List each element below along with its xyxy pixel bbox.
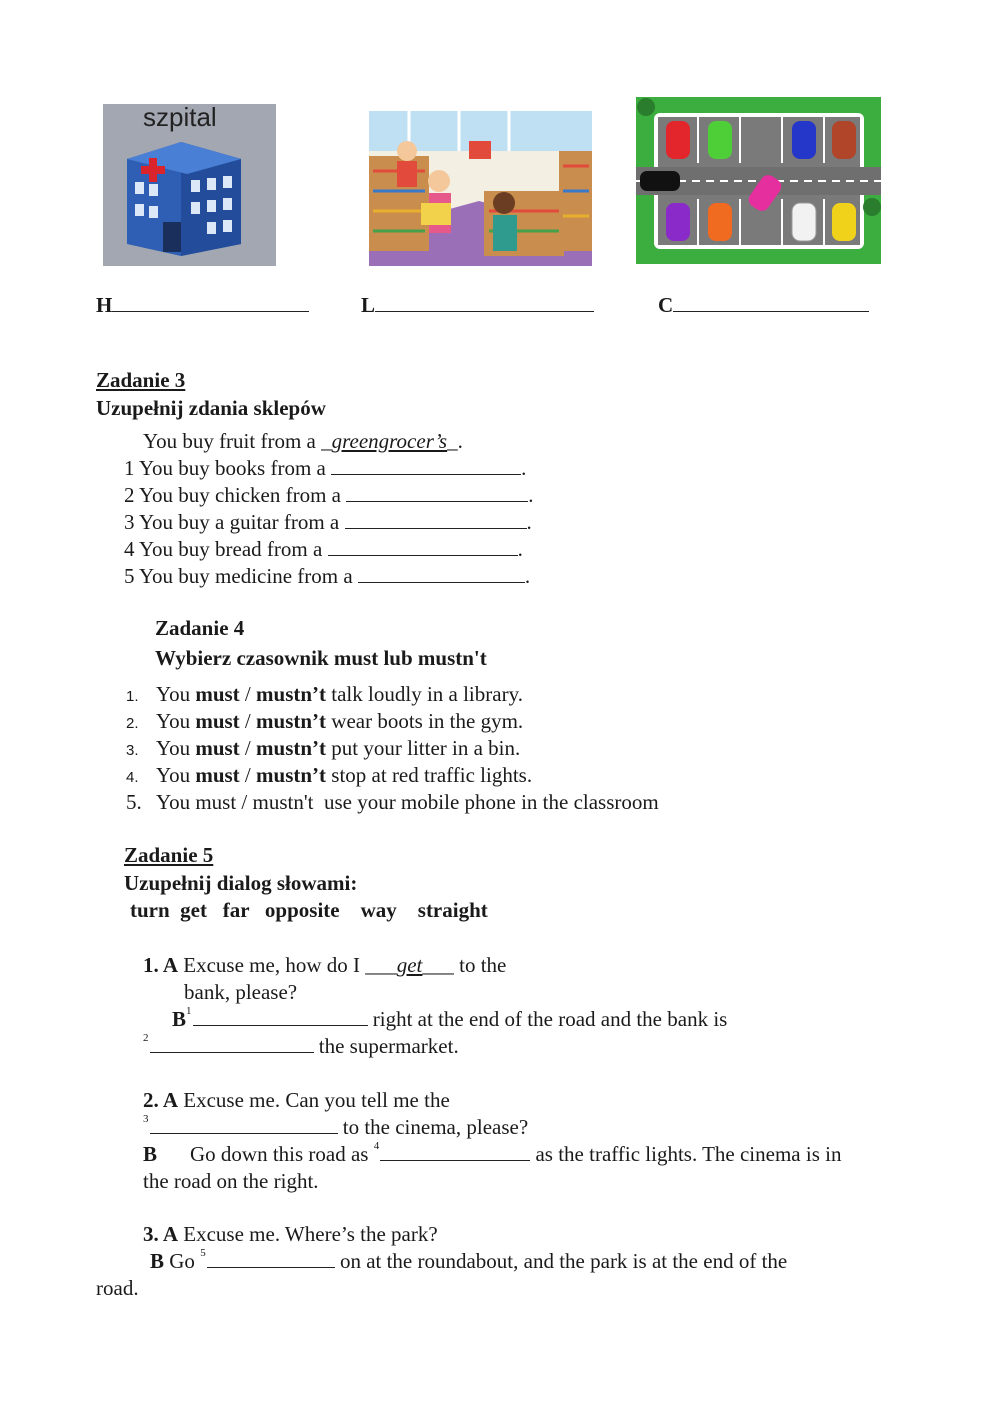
dialog-number: 3. A xyxy=(143,1222,179,1246)
task4-instruction: Wybierz czasownik must lub mustn't xyxy=(155,646,487,670)
item-subject: You xyxy=(156,736,196,760)
example-text: You buy fruit from a xyxy=(143,429,322,453)
dialog-text: Go xyxy=(164,1249,201,1273)
option-separator: / xyxy=(239,736,257,760)
gap-number: 4 xyxy=(373,1140,380,1152)
gap-number: 1 xyxy=(186,1005,192,1017)
item-rest: put your litter in a bin. xyxy=(326,736,521,760)
task4-item xyxy=(126,682,523,707)
dialog3-b-line2: road. xyxy=(96,1276,139,1300)
word-bank: turn get far opposite way straight xyxy=(130,898,488,922)
task3-instruction: Uzupełnij zdania sklepów xyxy=(96,396,326,420)
answer-blank[interactable] xyxy=(346,483,528,502)
dialog-text: right at the end of the road and the bank is xyxy=(367,1007,728,1031)
speaker-b: B xyxy=(143,1142,158,1166)
option-must[interactable]: must xyxy=(195,736,240,760)
dialog1-a-line1: 1. A Excuse me, how do I ___get___ to the xyxy=(143,953,507,977)
task3-item: 5 You buy medicine from a . xyxy=(124,564,531,588)
speaker-b: B xyxy=(150,1249,165,1273)
option-must[interactable]: must xyxy=(195,709,240,733)
item-text: You buy books from a xyxy=(138,456,332,480)
item-number: 2 xyxy=(124,483,135,507)
example-answer: get xyxy=(396,953,423,977)
dialog-text: on at the roundabout, and the park is at the end of the xyxy=(334,1249,788,1273)
item-text: You buy bread from a xyxy=(138,537,328,561)
item-number: 4 xyxy=(124,537,135,561)
option-mustnt[interactable]: mustn’t xyxy=(256,682,327,706)
task3-heading: Zadanie 3 xyxy=(96,368,186,392)
item-number: 3. xyxy=(126,742,139,759)
item-rest: stop at red traffic lights. xyxy=(326,763,533,787)
option-separator: / xyxy=(239,763,257,787)
library-icon xyxy=(369,111,592,266)
answer-blank[interactable] xyxy=(328,537,518,556)
hospital-picture xyxy=(103,104,276,266)
answer-blank-3[interactable] xyxy=(150,1115,338,1134)
speaker-b: B xyxy=(172,1007,187,1031)
answer-blank-4[interactable] xyxy=(380,1142,530,1161)
item-text: You must / mustn't use your mobile phone in the classroom xyxy=(156,790,659,814)
item-subject: You xyxy=(156,763,196,787)
item-rest: talk loudly in a library. xyxy=(326,682,523,706)
task4-heading: Zadanie 4 xyxy=(155,616,245,640)
item-number: 1 xyxy=(124,456,135,480)
option-separator: / xyxy=(239,682,257,706)
dialog-text: as the traffic lights. The cinema is in xyxy=(530,1142,842,1166)
option-mustnt[interactable]: mustn’t xyxy=(256,763,327,787)
task4-item xyxy=(126,763,532,788)
task3-item: 3 You buy a guitar from a . xyxy=(124,510,532,534)
dialog2-b-line2: the road on the right. xyxy=(143,1169,319,1193)
option-must[interactable]: must xyxy=(195,763,240,787)
dialog3-a-line xyxy=(143,1222,438,1247)
dialog1-a-line2: bank, please? xyxy=(184,980,298,1004)
library-picture xyxy=(369,111,592,266)
answer-blank-2[interactable] xyxy=(150,1034,314,1053)
dialog2-b-line1 xyxy=(143,1142,841,1167)
dialog-text: Go down this road as xyxy=(190,1142,374,1166)
gap-number: 5 xyxy=(200,1247,206,1259)
dialog2-a-line1 xyxy=(143,1088,450,1113)
dialog2-a-line2 xyxy=(143,1115,528,1140)
dialog-text: Excuse me. Can you tell me the xyxy=(178,1088,450,1112)
item-number: 1. xyxy=(126,688,139,705)
task3-item: 4 You buy bread from a . xyxy=(124,537,523,561)
gap-number: 2 xyxy=(143,1032,149,1044)
item-text: You buy chicken from a xyxy=(138,483,347,507)
item-text: You buy medicine from a xyxy=(138,564,358,588)
answer-blank-5[interactable] xyxy=(207,1249,335,1268)
task3-item: 2 You buy chicken from a . xyxy=(124,483,534,507)
task3-item: 1 You buy books from a . xyxy=(124,456,527,480)
option-mustnt[interactable]: mustn’t xyxy=(256,736,327,760)
option-separator: / xyxy=(239,709,257,733)
example-answer: greengrocer’s xyxy=(331,429,448,453)
label-l-letter: L xyxy=(361,293,376,317)
label-h-letter: H xyxy=(96,293,113,317)
item-number: 5. xyxy=(126,790,142,814)
dialog3-b-line1 xyxy=(150,1249,787,1274)
option-mustnt[interactable]: mustn’t xyxy=(256,709,327,733)
label-c xyxy=(658,293,869,318)
label-c-letter: C xyxy=(658,293,674,317)
answer-blank-1[interactable] xyxy=(193,1007,368,1026)
hospital-sign: szpital xyxy=(143,104,217,132)
dialog-text: Excuse me. Where’s the park? xyxy=(178,1222,438,1246)
task5-instruction: Uzupełnij dialog słowami: xyxy=(124,871,358,895)
dialog-text: the supermarket. xyxy=(313,1034,459,1058)
dialog-number: 2. A xyxy=(143,1088,179,1112)
gap-number: 3 xyxy=(143,1113,149,1125)
answer-blank[interactable] xyxy=(331,456,521,475)
answer-blank-h[interactable] xyxy=(112,293,309,312)
dialog1-b-line1 xyxy=(172,1007,727,1032)
car-park-icon xyxy=(636,97,881,264)
item-number: 3 xyxy=(124,510,135,534)
dialog-text: to the cinema, please? xyxy=(337,1115,529,1139)
dialog-text: to the xyxy=(453,953,507,977)
item-text: You buy a guitar from a xyxy=(138,510,345,534)
option-must[interactable]: must xyxy=(195,682,240,706)
dialog-text: Excuse me, how do I xyxy=(178,953,366,977)
label-l xyxy=(361,293,594,318)
item-subject: You xyxy=(156,709,196,733)
task5-heading: Zadanie 5 xyxy=(124,843,214,867)
example-end: . xyxy=(457,429,463,453)
item-rest: wear boots in the gym. xyxy=(326,709,524,733)
item-number: 5 xyxy=(124,564,135,588)
task4-item xyxy=(126,709,523,734)
car-park-picture xyxy=(636,97,881,264)
answer-blank-c[interactable] xyxy=(673,293,869,312)
answer-blank-l[interactable] xyxy=(375,293,594,312)
item-subject: You xyxy=(156,682,196,706)
answer-blank[interactable] xyxy=(345,510,527,529)
label-h xyxy=(96,293,309,318)
task4-item xyxy=(126,790,659,815)
task3-example: You buy fruit from a _greengrocer’s_. xyxy=(143,429,463,453)
dialog1-b-line2 xyxy=(143,1034,459,1059)
item-number: 2. xyxy=(126,715,139,732)
answer-blank[interactable] xyxy=(358,564,525,583)
dialog-number: 1. A xyxy=(143,953,179,977)
task4-item xyxy=(126,736,520,761)
item-number: 4. xyxy=(126,769,139,786)
